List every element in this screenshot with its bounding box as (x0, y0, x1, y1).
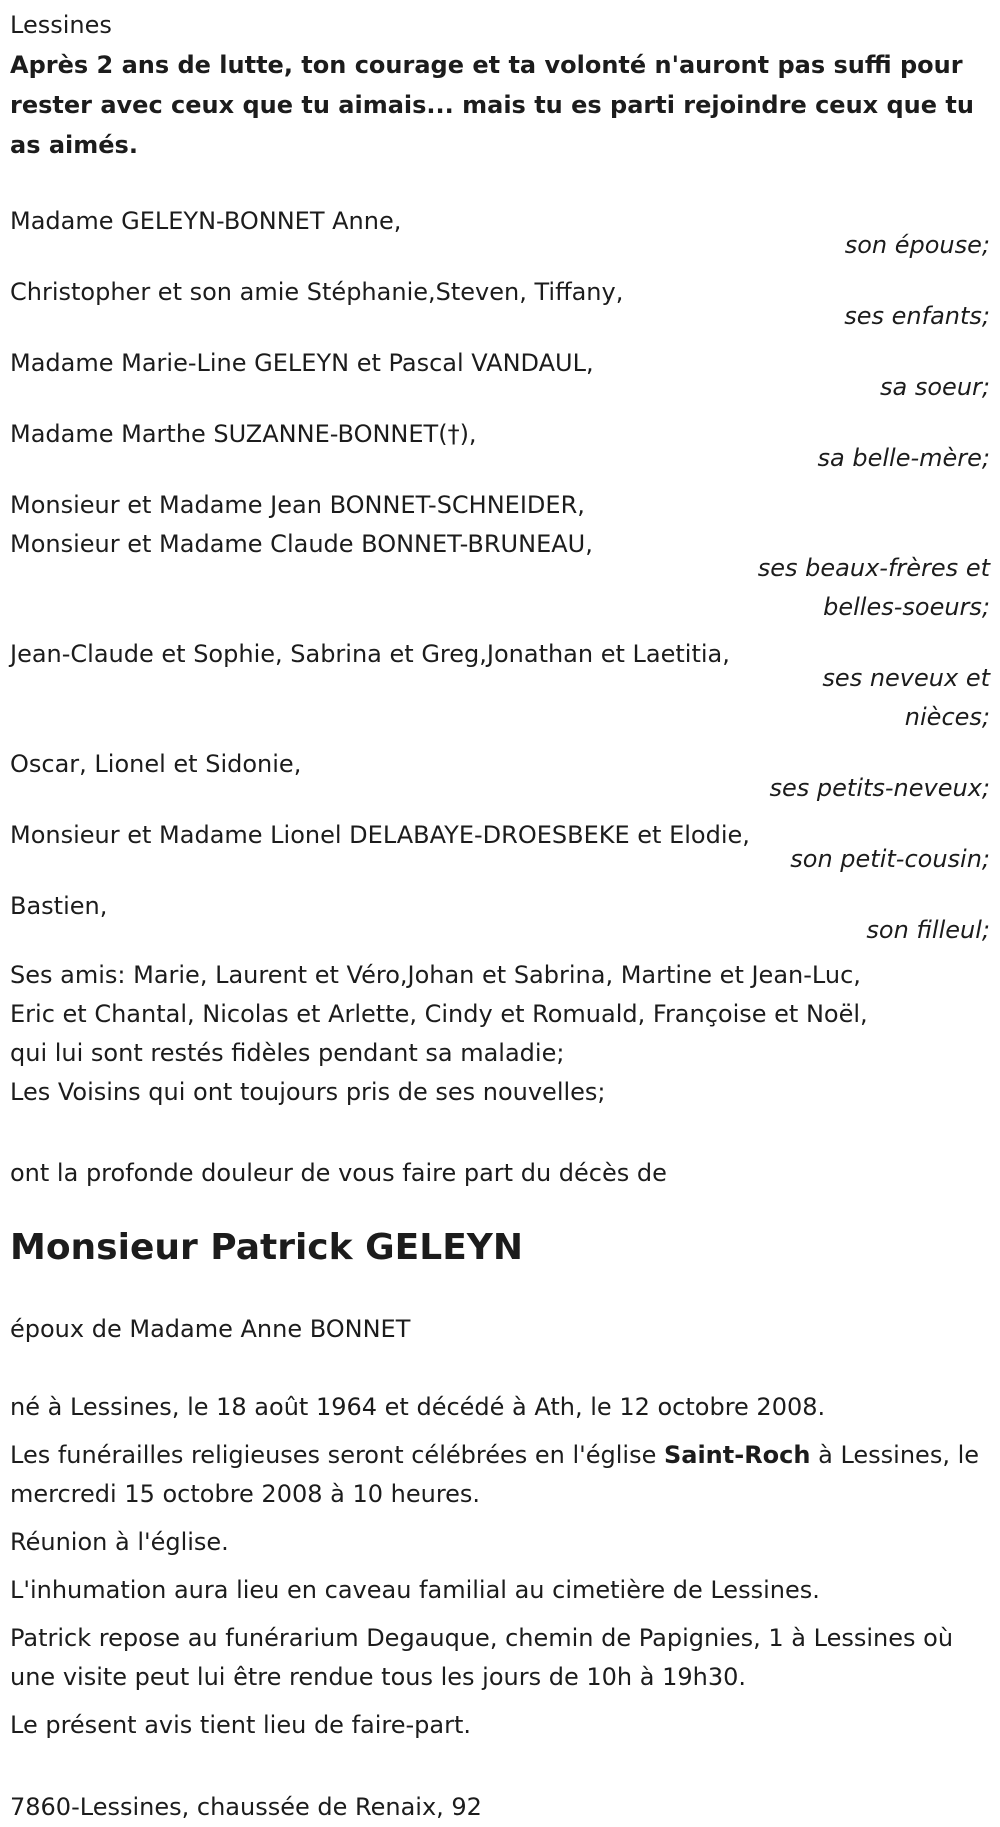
friends-block (10, 956, 990, 1112)
family-entry (10, 887, 990, 950)
family-relation: son petit-cousin; (790, 845, 990, 873)
announcement: ont la profonde douleur de vous faire part du décès de (10, 1159, 667, 1187)
birth-death: né à Lessines, le 18 août 1964 et décédé à Ath, le 12 octobre 2008. (10, 1393, 826, 1421)
family-list (10, 202, 990, 950)
family-name: Madame Marthe SUZANNE-BONNET(†), (10, 420, 477, 448)
family-relation: son filleul; (866, 916, 990, 944)
location: Lessines (10, 11, 112, 39)
family-relation: sa belle-mère; (817, 444, 990, 472)
family-relation: ses neveux et nièces; (822, 664, 990, 731)
family-entry (10, 486, 990, 627)
funeral-pre: Les funérailles religieuses seront célébrées en l'église (10, 1441, 664, 1469)
funeral-post: à Lessines, le mercredi 15 octobre 2008 à 10 heures. (10, 1441, 980, 1508)
address: 7860-Lessines, chaussée de Renaix, 92 (10, 1793, 482, 1821)
family-relation: son épouse; (844, 231, 990, 259)
family-entry (10, 635, 990, 737)
family-entry (10, 745, 990, 808)
family-name: Jean-Claude et Sophie, Sabrina et Greg,Jonathan et Laetitia, (10, 640, 730, 668)
family-relation: ses beaux-frères et belles-soeurs; (757, 554, 990, 621)
funeral-info (10, 1436, 995, 1514)
family-name: Oscar, Lionel et Sidonie, (10, 750, 302, 778)
spouse-line: époux de Madame Anne BONNET (10, 1315, 411, 1343)
family-name: Bastien, (10, 892, 108, 920)
deceased-name: Monsieur Patrick GELEYN (10, 1227, 523, 1268)
family-relation: ses enfants; (844, 302, 990, 330)
family-name: Madame GELEYN-BONNET Anne, (10, 207, 402, 235)
family-entry (10, 202, 990, 265)
friends-line: Ses amis: Marie, Laurent et Véro,Johan et Sabrina, Martine et Jean-Luc, (10, 961, 861, 989)
family-entry (10, 273, 990, 336)
memorial-quote: Après 2 ans de lutte, ton courage et ta volonté n'auront pas suffi pour rester avec ceux que tu aimais... mais tu es parti rejoindre ceux que tu as aimés. (10, 51, 974, 159)
funeral-church: Saint-Roch (663, 1441, 811, 1469)
friends-line: qui lui sont restés fidèles pendant sa maladie; (10, 1039, 565, 1067)
obituary-page (0, 6, 1000, 1821)
burial: L'inhumation aura lieu en caveau familial au cimetière de Lessines. (10, 1576, 820, 1604)
notice: Le présent avis tient lieu de faire-part. (10, 1711, 472, 1739)
family-name: Madame Marie-Line GELEYN et Pascal VANDAUL, (10, 349, 594, 377)
reunion: Réunion à l'église. (10, 1528, 229, 1556)
funeral-details (10, 1388, 995, 1745)
family-entry (10, 344, 990, 407)
friends-line: Eric et Chantal, Nicolas et Arlette, Cindy et Romuald, Françoise et Noël, (10, 1000, 868, 1028)
family-name: Monsieur et Madame Jean BONNET-SCHNEIDER, (10, 491, 585, 519)
family-name: Christopher et son amie Stéphanie,Steven, Tiffany, (10, 278, 624, 306)
family-name: Monsieur et Madame Lionel DELABAYE-DROESBEKE et Elodie, (10, 821, 750, 849)
family-relation: sa soeur; (880, 373, 990, 401)
family-name: Monsieur et Madame Claude BONNET-BRUNEAU, (10, 530, 593, 558)
family-entry (10, 816, 990, 879)
family-entry (10, 415, 990, 478)
funerarium: Patrick repose au funérarium Degauque, chemin de Papignies, 1 à Lessines où une visite peut lui être rendue tous les jours de 10h à 19h30. (10, 1624, 954, 1691)
neighbours-line: Les Voisins qui ont toujours pris de ses nouvelles; (10, 1078, 606, 1106)
family-relation: ses petits-neveux; (769, 774, 990, 802)
